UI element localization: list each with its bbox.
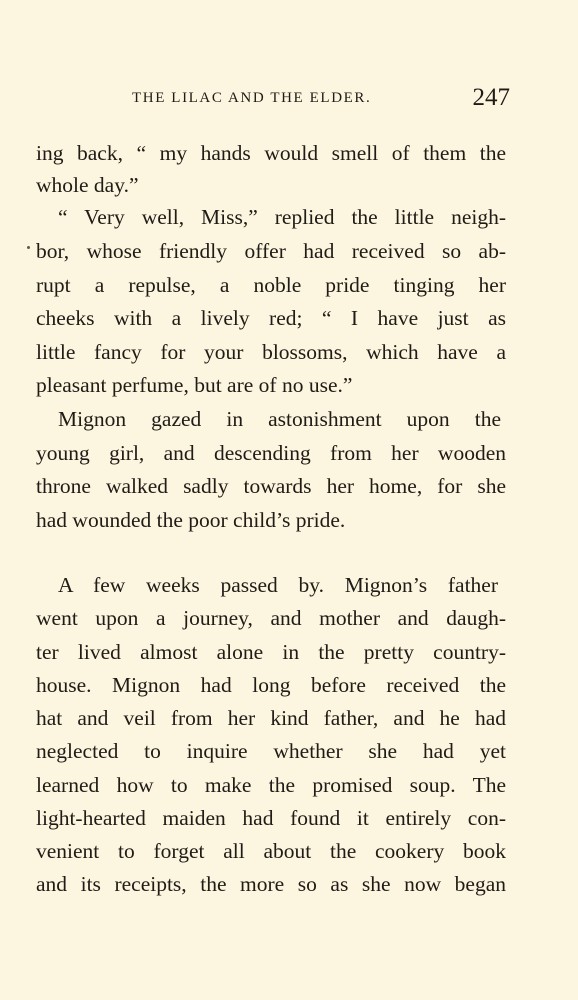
text-line: throne walked sadly towards her home, for she bbox=[36, 474, 506, 498]
text-line: A few weeks passed by. Mignon’s father bbox=[58, 573, 498, 597]
text-line: “ Very well, Miss,” replied the little neigh- bbox=[58, 205, 506, 229]
text-line: had wounded the poor child’s pride. bbox=[36, 508, 346, 532]
text-line: house. Mignon had long before received the bbox=[36, 673, 506, 697]
text-line: rupt a repulse, a noble pride tinging her bbox=[36, 273, 506, 297]
text-line: pleasant perfume, but are of no use.” bbox=[36, 373, 353, 397]
text-line: ing back, “ my hands would smell of them the bbox=[36, 141, 506, 165]
text-line: and its receipts, the more so as she now began bbox=[36, 872, 506, 896]
text-line: young girl, and descending from her wooden bbox=[36, 441, 506, 465]
running-head bbox=[132, 86, 510, 114]
page-number: 247 bbox=[472, 84, 510, 111]
text-line: light-hearted maiden had found it entirely con- bbox=[36, 806, 506, 830]
text-line: neglected to inquire whether she had yet bbox=[36, 739, 506, 763]
text-line: whole day.” bbox=[36, 173, 139, 197]
text-line: cheeks with a lively red; “ I have just as bbox=[36, 306, 506, 330]
running-title: THE LILAC AND THE ELDER. bbox=[132, 90, 372, 106]
text-line: venient to forget all about the cookery book bbox=[36, 839, 506, 863]
text-line: went upon a journey, and mother and daugh- bbox=[36, 606, 506, 630]
text-line: ter lived almost alone in the pretty country- bbox=[36, 640, 506, 664]
text-line: Mignon gazed in astonishment upon the bbox=[58, 407, 501, 431]
text-line: hat and veil from her kind father, and he had bbox=[36, 706, 506, 730]
text-line: little fancy for your blossoms, which have a bbox=[36, 340, 506, 364]
text-line: bor, whose friendly offer had received so ab- bbox=[36, 239, 506, 263]
margin-mark bbox=[27, 246, 30, 249]
text-line: learned how to make the promised soup. The bbox=[36, 773, 506, 797]
